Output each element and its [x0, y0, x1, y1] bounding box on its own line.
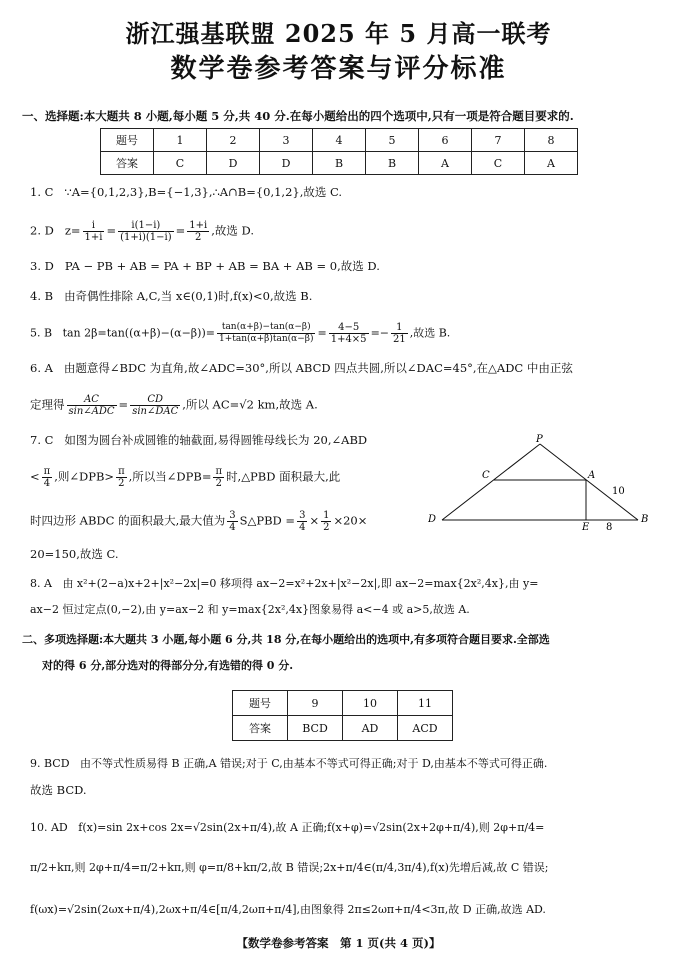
figure-length-EB: 8	[606, 522, 613, 532]
exam-subtitle: 数学卷参考答案与评分标准	[170, 54, 507, 84]
figure-label-P: P	[536, 434, 543, 445]
answer-q10-cont2: f(ωx)=√2sin(2ωx+π/4),2ωx+π/4∈[π/4,2ωπ+π/4],由图象得 2π≤2ωπ+π/4<3π,故 D 正确,故选 AD.	[30, 903, 546, 916]
figure-label-C: C	[482, 470, 490, 481]
answer-q6	[30, 360, 650, 376]
table-cell: B	[366, 152, 419, 175]
answer-q10	[30, 820, 650, 836]
answer-q8-cont: ax−2 恒过定点(0,−2),由 y=ax−2 和 y=max{2x²,4x}图象易得 a<−4 或 a>5,故选 A.	[30, 603, 470, 616]
solution-text: 由奇偶性排除 A,C,当 x∈(0,1)时,f(x)<0,故选 B.	[64, 289, 313, 303]
table-cell: 11	[398, 691, 453, 716]
answer-q10-cont: π/2+kπ,则 2φ+π/4=π/2+kπ,则 φ=π/8+kπ/2,故 B 错误;2x+π/4∈(π/4,3π/4),f(x)先增后减,故 C 错误;	[30, 861, 549, 874]
table-row	[101, 129, 578, 152]
table-header-cell: 答案	[233, 716, 288, 741]
table-cell: 1	[154, 129, 207, 152]
table-cell: A	[525, 152, 578, 175]
answer-q7-cont3: 20=150,故选 C.	[30, 547, 119, 561]
answer-q8	[30, 576, 650, 592]
section2-answer-table	[232, 690, 453, 741]
table-cell: D	[260, 152, 313, 175]
table-row	[101, 152, 578, 175]
section1-answer-table	[100, 128, 578, 175]
table-cell: 6	[419, 129, 472, 152]
question-number: 2. D	[30, 223, 54, 238]
solution-text: tan 2β=tan((α+β)−(α−β))=	[62, 326, 215, 340]
solution-text: f(x)=sin 2x+cos 2x=√2sin(2x+π/4),故 A 正确;f(x+φ)=√2sin(2x+2φ+π/4),则 2φ+π/4=	[78, 821, 545, 834]
fraction: $\frac{1}{21}$	[393, 322, 406, 345]
figure-line-PD	[442, 444, 540, 520]
solution-text: 由不等式性质易得 B 正确,A 错误;对于 C,由基本不等式可得正确;对于 D,由基本不等式可得正确.	[80, 757, 548, 770]
table-cell: 2	[207, 129, 260, 152]
question-number: 5. B	[30, 326, 53, 340]
section2-heading-cont: 对的得 6 分,部分选对的得部分分,有选错的得 0 分.	[42, 659, 294, 672]
fraction: $\frac{\pi}{4}$	[43, 466, 51, 489]
cone-cross-section-figure	[428, 432, 653, 532]
table-cell: C	[472, 152, 525, 175]
table-row	[233, 691, 453, 716]
fraction: $\frac{CD}{\text{sin∠DAC}}$	[132, 394, 179, 417]
table-header-cell: 题号	[101, 129, 154, 152]
table-cell: 9	[288, 691, 343, 716]
question-number: 6. A	[30, 361, 53, 375]
answer-q5: 5. B tan 2β=tan((α+β)−(α−β))= $\frac{\tan(\alpha+\beta)-\tan(\alpha-\beta)}{1+\tan(\alpha+\beta)\tan(\alpha-\beta)}$ = $\frac{4-5}{1+4\times 5}$ =− $\frac{1}{21}$ ,故选 B.	[30, 322, 451, 345]
figure-label-B: B	[641, 514, 649, 525]
solution-text: ∵A={0,1,2,3},B={−1,3},∴A∩B={0,1,2},故选 C.	[64, 185, 343, 199]
answer-q4	[30, 288, 650, 304]
solution-text: 由题意得∠BDC 为直角,故∠ADC=30°,所以 ABCD 四点共圆,所以∠DAC=45°,在△ADC 中由正弦	[63, 361, 573, 375]
section1-heading: 一、选择题:本大题共 8 小题,每小题 5 分,共 40 分.在每小题给出的四个选项中,只有一项是符合题目要求的.	[22, 109, 574, 123]
table-cell: 8	[525, 129, 578, 152]
answer-q2: 2. D z= $\frac{i}{1+i}$ = $\frac{i(1-i)}{(1+i)(1-i)}$ = $\frac{1+i}{2}$ ,故选 D.	[30, 220, 254, 243]
page-footer: 【数学卷参考答案 第 1 页(共 4 页)】	[236, 936, 441, 950]
question-number: 9. BCD	[30, 757, 70, 770]
fraction: $\frac{\pi}{2}$	[215, 466, 223, 489]
fraction: $\frac{4-5}{1+4\times 5}$	[330, 322, 367, 345]
fraction: $\frac{\pi}{2}$	[118, 466, 125, 489]
fraction: $\frac{i(1-i)}{(1+i)(1-i)}$	[120, 220, 172, 243]
figure-label-D: D	[428, 514, 437, 525]
table-cell: ACD	[398, 716, 453, 741]
question-number: 3. D	[30, 259, 54, 273]
table-cell: BCD	[288, 716, 343, 741]
answer-q6-cont: 定理得 $\frac{AC}{\text{sin∠ADC}}$ = $\frac{CD}{\text{sin∠DAC}}$ ,所以 AC=√2 km,故选 A.	[30, 394, 318, 417]
figure-label-A: A	[588, 470, 596, 481]
table-cell: D	[207, 152, 260, 175]
question-number: 7. C	[30, 433, 54, 447]
figure-length-AB: 10	[612, 486, 625, 497]
section2-heading: 二、多项选择题:本大题共 3 小题,每小题 6 分,共 18 分,在每小题给出的选项中,有多项符合题目要求.全部选	[22, 633, 550, 646]
answer-q1	[30, 184, 650, 200]
question-number: 8. A	[30, 577, 52, 590]
table-cell: C	[154, 152, 207, 175]
solution-text: PA − PB + AB = PA + BP + AB = BA + AB = 0,故选 D.	[64, 259, 380, 273]
table-header-cell: 答案	[101, 152, 154, 175]
table-row	[233, 716, 453, 741]
question-number: 10. AD	[30, 821, 68, 834]
solution-text: 由 x²+(2−a)x+2+|x²−2x|=0 移项得 ax−2=x²+2x+|x²−2x|,即 ax−2=max{2x²,4x},由 y=	[62, 577, 539, 590]
table-cell: 10	[343, 691, 398, 716]
fraction: $\frac{1+i}{2}$	[189, 220, 208, 243]
table-cell: 7	[472, 129, 525, 152]
table-cell: 5	[366, 129, 419, 152]
table-cell: AD	[343, 716, 398, 741]
answer-q7-cont: < $\frac{\pi}{4}$ ,则∠DPB> $\frac{\pi}{2}$ ,所以当∠DPB= $\frac{\pi}{2}$ 时,△PBD 面积最大,此	[30, 466, 341, 489]
table-cell: 4	[313, 129, 366, 152]
fraction: $\frac{3}{4}$	[299, 510, 306, 533]
fraction: $\frac{i}{1+i}$	[84, 220, 103, 243]
answer-q9	[30, 756, 650, 772]
answer-q7-cont2: 时四边形 ABDC 的面积最大,最大值为 $\frac{3}{4}$ S△PBD = $\frac{3}{4}$ × $\frac{1}{2}$ ×20×	[30, 510, 368, 533]
solution-text: 如图为圆台补成圆锥的轴截面,易得圆锥母线长为 20,∠ABD	[64, 433, 368, 447]
solution-text: z=	[64, 223, 81, 238]
figure-line-PB	[540, 444, 638, 520]
table-cell: A	[419, 152, 472, 175]
figure-label-E: E	[582, 522, 590, 532]
table-cell: B	[313, 152, 366, 175]
exam-title: 浙江强基联盟 2025 年 5 月高一联考	[125, 19, 552, 48]
fraction: $\frac{\tan(\alpha+\beta)-\tan(\alpha-\beta)}{1+\tan(\alpha+\beta)\tan(\alpha-\beta)}$	[218, 322, 314, 344]
fraction: $\frac{3}{4}$	[229, 510, 236, 533]
fraction: $\frac{1}{2}$	[323, 510, 330, 533]
question-number: 1. C	[30, 185, 54, 199]
question-number: 4. B	[30, 289, 54, 303]
table-cell: 3	[260, 129, 313, 152]
answer-q9-cont: 故选 BCD.	[30, 783, 87, 797]
fraction: $\frac{AC}{\text{sin∠ADC}}$	[68, 394, 115, 417]
answer-q3	[30, 258, 650, 274]
table-header-cell: 题号	[233, 691, 288, 716]
